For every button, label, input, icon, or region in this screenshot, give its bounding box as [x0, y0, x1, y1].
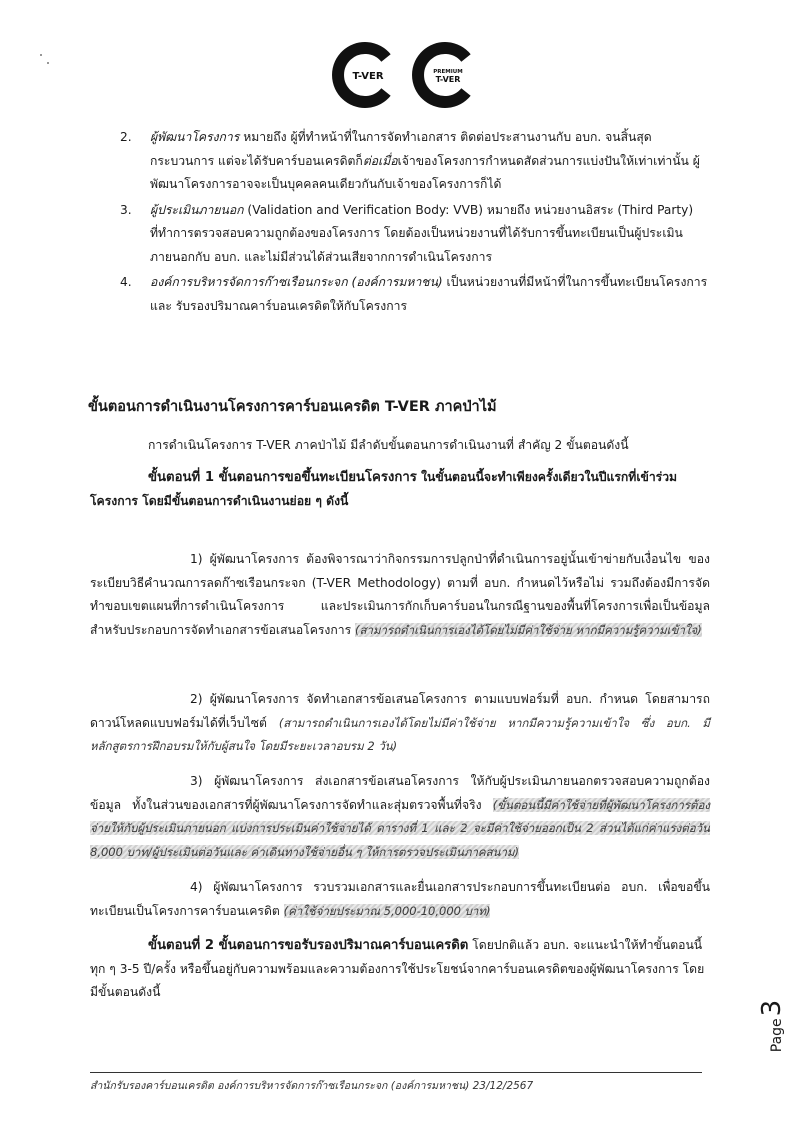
premium-tver-logo [410, 40, 480, 110]
definitions-list [120, 126, 710, 320]
substep-text: 3) ผู้พัฒนาโครงการ ส่งเอกสารข้อเสนอโครงการ ให้กับผู้ประเมินภายนอกตรวจสอบความถูกต้องข้อมูล ทั้งในส่วนของเอกสารที่ผู้พัฒนาโครงการจัดทำและสุ่มตรวจพื้นที่จริง [90, 774, 710, 812]
section-title: ขั้นตอนการดำเนินงานโครงการคาร์บอนเครดิต T-VER ภาคป่าไม้ [88, 399, 497, 415]
definition-term: ผู้ประเมินภายนอก [150, 202, 244, 217]
definition-number: 3. [120, 202, 132, 217]
header-logos [0, 40, 800, 110]
footer-divider [90, 1072, 702, 1073]
definition-item [120, 271, 710, 318]
intro-paragraph: การดำเนินโครงการ T-VER ภาคป่าไม้ มีลำดับขั้นตอนการดำเนินงานที่ สำคัญ 2 ขั้นตอนดังนี้ [148, 438, 629, 452]
definition-term: ผู้พัฒนาโครงการ [150, 130, 240, 144]
page-label: Page [769, 1018, 785, 1053]
substep-3 [90, 770, 710, 864]
substep-note: (สามารถดำเนินการเองได้โดยไม่มีค่าใช้จ่าย หากมีความรู้ความเข้าใจ ซึ่ง อบก. มีหลักสูตรการฝึกอบรมให้กับผู้สนใจ โดยมีระยะเวลาอบรม 2 วัน) [90, 715, 711, 753]
step-2-text: โดยปกติแล้ว อบก. จะแนะนำให้ทำขั้นตอนนี้ทุก ๆ 3-5 ปี/ครั้ง หรือขึ้นอยู่กับความพร้อมและความต้องการใช้ประโยชน์จากคาร์บอนเครดิตของผู้พัฒนาโครงการ โดยมีขั้นตอนดังนี้ [90, 938, 705, 999]
substep-note: (สามารถดำเนินการเองได้โดยไม่มีค่าใช้จ่าย หากมีความรู้ความเข้าใจ) [355, 622, 702, 637]
definition-emphasis: ต่อเมื่อ [362, 153, 398, 168]
substep-text: 4) ผู้พัฒนาโครงการ รวบรวมเอกสารและยื่นเอกสารประกอบการขึ้นทะเบียนต่อ อบก. เพื่อขอขึ้นทะเบียนเป็นโครงการคาร์บอนเครดิต [90, 880, 710, 918]
substep-2 [90, 688, 710, 759]
definition-text: เป็นหน่วยงานที่มีหน้าที่ในการขึ้นทะเบียนโครงการ และ รับรองปริมาณคาร์บอนเครดิตให้กับโครงการ [150, 275, 708, 313]
definition-text: หมายถึง ผู้ที่ทำหน้าที่ในการจัดทำเอกสาร ติดต่อประสานงานกับ อบก. จนสิ้นสุดกระบวนการ แต่จะได้รับคาร์บอนเครดิตก็ [150, 130, 652, 168]
step-1-text: ในขั้นตอนนี้จะทำเพียงครั้งเดียวในปีแรกที่เข้าร่วมโครงการ โดยมีขั้นตอนการดำเนินงานย่อย ๆ ดังนี้ [90, 470, 678, 508]
step-1-paragraph [90, 466, 710, 513]
substep-text: 2) ผู้พัฒนาโครงการ จัดทำเอกสารข้อเสนอโครงการ ตามแบบฟอร์มที่ อบก. กำหนด โดยสามารถดาวน์โหลดแบบฟอร์มได้ที่เว็บไซต์ [90, 692, 710, 730]
step-2-paragraph [90, 934, 710, 1005]
definition-term: องค์การบริหารจัดการก๊าซเรือนกระจก (องค์การมหาชน) [150, 275, 443, 289]
definition-text-after: เจ้าของโครงการกำหนดสัดส่วนการแบ่งปันให้เท่าเท่านั้น ผู้พัฒนาโครงการอาจจะเป็นบุคคลคนเดียวกันกับเจ้าของโครงการก็ได้ [150, 153, 700, 191]
definition-number: 4. [120, 275, 132, 289]
definition-item [120, 199, 710, 270]
page-number-value: 3 [757, 999, 787, 1017]
definition-text: (Validation and Verification Body: VVB) หมายถึง หน่วยงานอิสระ (Third Party) ที่ทำการตรวจสอบความถูกต้องของโครงการ โดยต้องเป็นหน่วยงานที่ได้รับการขึ้นทะเบียนเป็นผู้ประเมินภายนอกกับ อบก. และไม่มีส่วนได้ส่วนเสียจากการดำเนินโครงการ [150, 202, 694, 264]
step-1-heading: ขั้นตอนที่ 1 ขั้นตอนการขอขึ้นทะเบียนโครงการ [148, 470, 417, 485]
substep-4 [90, 876, 710, 923]
definition-item [120, 126, 710, 197]
substep-note: (ค่าใช้จ่ายประมาณ 5,000-10,000 บาท) [283, 903, 491, 918]
substep-1 [90, 548, 710, 642]
substep-note: (ขั้นตอนนี้มีค่าใช้จ่ายที่ผู้พัฒนาโครงการต้องจ่ายให้กับผู้ประเมินภายนอก แบ่งการประเมินค่าใช้จ่ายได้ ดารางที่ 1 และ 2 จะมีค่าใช้จ่ายออกเป็น 2 ส่วนได้แก่ค่าแรงต่อวัน 8,000 บาท/ผู้ประเมินต่อวันและ ค่าเดินทางใช้จ่ายอื่น ๆ ให้การตรวจประเมินภาคสนาม) [90, 797, 710, 859]
footer-text: สำนักรับรองคาร์บอนเครดิต องค์การบริหารจัดการก๊าซเรือนกระจก (องค์การมหาชน) 23/12/2567 [90, 1080, 534, 1092]
step-2-heading: ขั้นตอนที่ 2 ขั้นตอนการขอรับรองปริมาณคาร์บอนเครดิต [148, 938, 469, 953]
page-number [725, 999, 787, 1053]
tver-logo [330, 40, 400, 110]
substep-text: 1) ผู้พัฒนาโครงการ ต้องพิจารณาว่ากิจกรรมการปลูกป่าที่ดำเนินการอยู่นั้นเข้าข่ายกับเงื่อนไข ของระเบียบวิธีคำนวณการลดก๊าซเรือนกระจก (T-VER Methodology) ตามที่ อบก. กำหนดไว้หรือไม่ รวมถึงต้องมีการจัดทำขอบเขตแผนที่การดำเนินโครงการ และประเมินการกักเก็บคาร์บอนในกรณีฐานของพื้นที่โครงการเพื่อเป็นข้อมูลสำหรับประกอบการจัดทำเอกสารข้อเสนอโครงการ [90, 552, 710, 637]
tver-logo-text: T-VER [352, 71, 384, 82]
premium-logo-bottom-text: T-VER [435, 75, 461, 84]
definition-number: 2. [120, 130, 132, 144]
premium-logo-top-text: PREMIUM [433, 69, 463, 75]
